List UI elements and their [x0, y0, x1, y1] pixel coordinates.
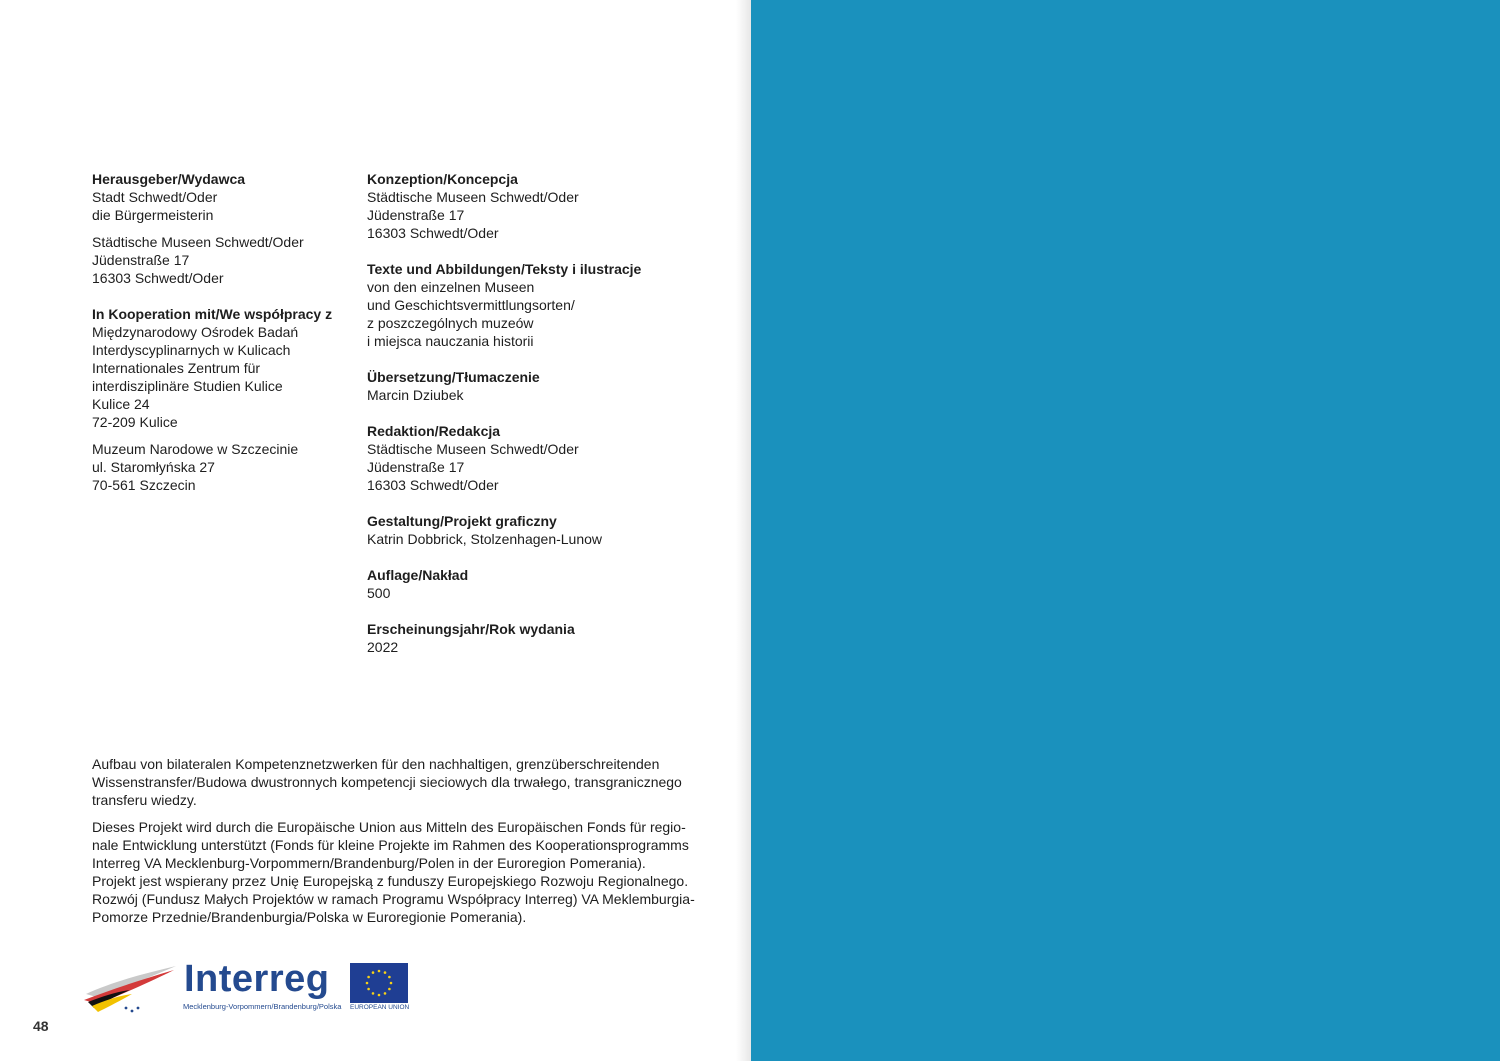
block-line: Städtische Museen Schwedt/Oder	[367, 441, 579, 457]
imprint-right-column	[367, 170, 707, 656]
imprint-block-translation	[367, 368, 707, 404]
block-heading: Konzeption/Koncepcja	[367, 171, 518, 187]
interreg-logo-subtitle: Mecklenburg-Vorpommern/Brandenburg/Polska	[183, 1002, 342, 1011]
block-heading: Redaktion/Redakcja	[367, 423, 501, 439]
block-line: Marcin Dziubek	[367, 387, 464, 403]
interreg-logo-wordmark: Interreg	[184, 958, 330, 1000]
page-fold-shadow	[736, 0, 752, 1061]
funding-line: Rozwój (Fundusz Małych Projektów w ramach Programu Współpracy Interreg) VA Meklemburgia-	[92, 891, 695, 907]
imprint-block-texts	[367, 260, 707, 350]
block-line: Interdyscyplinarnych w Kulicach	[92, 342, 291, 358]
block-line: Muzeum Narodowe w Szczecinie	[92, 441, 299, 457]
block-line: und Geschichtsvermittlungsorten/	[367, 297, 575, 313]
block-heading: In Kooperation mit/We współpracy z	[92, 306, 333, 322]
block-line: z poszczególnych muzeów	[367, 315, 534, 331]
block-line: 72-209 Kulice	[92, 414, 178, 430]
eu-flag-icon	[350, 963, 408, 1003]
block-line: 16303 Schwedt/Oder	[367, 225, 499, 241]
funding-line: Pomorze Przednie/Brandenburgia/Polska w Euroregionie Pomerania).	[92, 909, 527, 925]
block-line: Międzynarodowy Ośrodek Badań	[92, 324, 299, 340]
block-heading: Gestaltung/Projekt graficzny	[367, 513, 557, 529]
imprint-block-publisher-address	[92, 233, 352, 287]
imprint-block-cooperation	[92, 305, 352, 431]
eu-logo-label: EUROPEAN UNION	[350, 1004, 410, 1011]
block-line: 70-561 Szczecin	[92, 477, 196, 493]
block-line: Städtische Museen Schwedt/Oder	[92, 234, 304, 250]
imprint-block-publisher	[92, 170, 352, 224]
funding-line: nale Entwicklung unterstützt (Fonds für kleine Projekte im Rahmen des Kooperationsprogramms	[92, 837, 689, 853]
funding-line: Dieses Projekt wird durch die Europäische Union aus Mitteln des Europäischen Fonds für regio-	[92, 819, 686, 835]
imprint-block-museum-szczecin	[92, 440, 352, 494]
block-line: 16303 Schwedt/Oder	[367, 477, 499, 493]
block-line: ul. Staromłyńska 27	[92, 459, 215, 475]
block-line: 500	[367, 585, 391, 601]
page-number: 48	[33, 1018, 49, 1034]
imprint-block-print-run	[367, 566, 707, 602]
imprint-left-column	[92, 170, 352, 494]
funding-line: transferu wiedzy.	[92, 792, 197, 808]
block-line: Städtische Museen Schwedt/Oder	[367, 189, 579, 205]
funding-line: Wissenstransfer/Budowa dwustronnych kompetencji sieciowych dla trwałego, transgranicznego	[92, 774, 682, 790]
block-line: Jüdenstraße 17	[367, 459, 465, 475]
block-heading: Übersetzung/Tłumaczenie	[367, 369, 540, 385]
block-heading: Herausgeber/Wydawca	[92, 171, 246, 187]
block-line: die Bürgermeisterin	[92, 207, 214, 223]
imprint-block-concept	[367, 170, 707, 242]
block-line: 16303 Schwedt/Oder	[92, 270, 224, 286]
block-line: i miejsca nauczania historii	[367, 333, 534, 349]
funding-logos	[82, 960, 422, 1016]
block-line: Stadt Schwedt/Oder	[92, 189, 218, 205]
funding-paragraph-project	[92, 755, 712, 809]
interreg-swoosh-icon	[82, 962, 182, 1014]
block-line: Kulice 24	[92, 396, 150, 412]
block-line: 2022	[367, 639, 399, 655]
block-line: Katrin Dobbrick, Stolzenhagen-Lunow	[367, 531, 603, 547]
funding-paragraph-eu	[92, 818, 712, 926]
imprint-block-design	[367, 512, 707, 548]
block-line: interdisziplinäre Studien Kulice	[92, 378, 283, 394]
block-line: Internationales Zentrum für	[92, 360, 261, 376]
imprint-block-year	[367, 620, 707, 656]
imprint-block-editing	[367, 422, 707, 494]
funding-line: Projekt jest wspierany przez Unię Europejską z funduszy Europejskiego Rozwoju Regionalnego.	[92, 873, 689, 889]
funding-line: Interreg VA Mecklenburg-Vorpommern/Brandenburg/Polen in der Euroregion Pomerania).	[92, 855, 646, 871]
block-line: von den einzelnen Museen	[367, 279, 535, 295]
block-line: Jüdenstraße 17	[367, 207, 465, 223]
funding-line: Aufbau von bilateralen Kompetenznetzwerken für den nachhaltigen, grenzüberschreitenden	[92, 756, 660, 772]
block-heading: Erscheinungsjahr/Rok wydania	[367, 621, 575, 637]
block-heading: Auflage/Nakład	[367, 567, 469, 583]
block-heading: Texte und Abbildungen/Teksty i ilustracje	[367, 261, 642, 277]
right-page-blue-panel	[751, 0, 1500, 1061]
block-line: Jüdenstraße 17	[92, 252, 190, 268]
funding-notice	[92, 755, 712, 935]
